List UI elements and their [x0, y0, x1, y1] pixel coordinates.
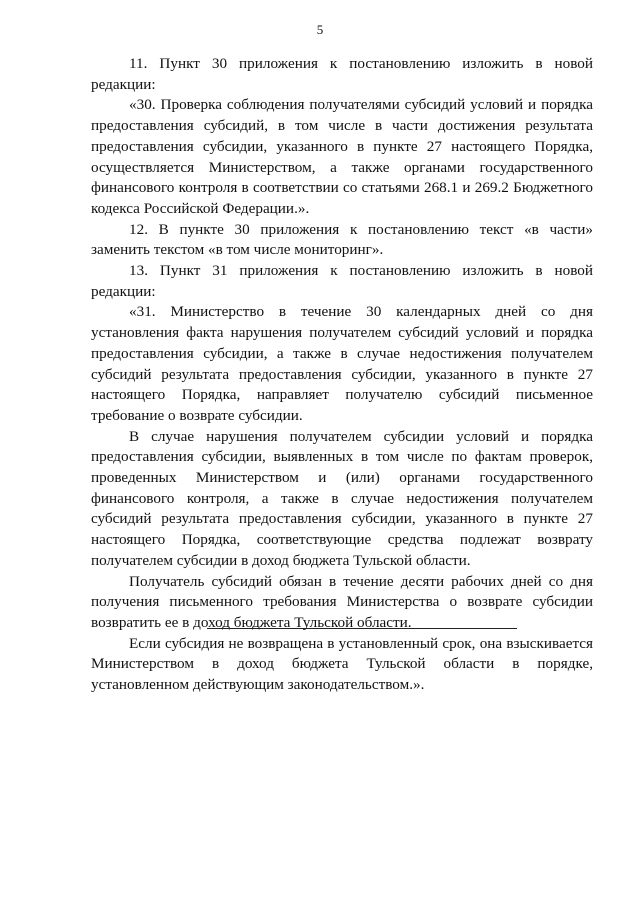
- document-body: [91, 54, 593, 696]
- paragraph-item-13: 13. Пункт 31 приложения к постановлению изложить в новой редакции:: [91, 262, 593, 300]
- paragraph-point-31-text: «31. Министерство в течение 30 календарных дней со дня установления факта нарушения получателем субсидий условий и порядка предоставления субсидии, а также в случае недостижения получателем субсидий результата предоставления субсидии, указанного в пункте 27 настоящего Порядка, направляет получателю субсидий письменное требование о возврате субсидии.: [91, 303, 593, 424]
- paragraph-item-12: 12. В пункте 30 приложения к постановлению текст «в части» заменить текстом «в том числе мониторинг».: [91, 220, 593, 259]
- paragraph-recovery: Если субсидия не возвращена в установленный срок, она взыскивается Министерством в доход бюджета Тульской области в порядке, установленном действующим законодательством.».: [91, 634, 593, 694]
- paragraph-item-11: 11. Пункт 30 приложения к постановлению изложить в новой редакции:: [91, 55, 593, 93]
- paragraph-violation-case: В случае нарушения получателем субсидии условий и порядка предоставления субсидии, выявленных в том числе по фактам проверок, проведенных Министерством и (или) органами государственного финансового контроля, а также в случае недостижения получателем субсидий результата предоставления субсидии, указанного в пункте 27 настоящего Порядка, соответствующие средства подлежат возврату получателем субсидии в доход бюджета Тульской области.: [91, 427, 593, 569]
- page-number: 5: [316, 22, 324, 37]
- paragraph-return-obligation: Получатель субсидий обязан в течение десяти рабочих дней со дня получения письменного требования Министерства о возврате субсидии возвратить ее в доход бюджета Тульской области.: [91, 572, 593, 631]
- paragraph-point-30-text: «30. Проверка соблюдения получателями субсидий условий и порядка предоставления субсидий, в том числе в части достижения результата предоставления субсидии, указанного в пункте 27 настоящего Порядка, осуществляется Министерством, а также органами государственного финансового контроля в соответствии со статьями 268.1 и 269.2 Бюджетного кодекса Российской Федерации.».: [91, 96, 593, 217]
- end-divider-line: [207, 628, 517, 629]
